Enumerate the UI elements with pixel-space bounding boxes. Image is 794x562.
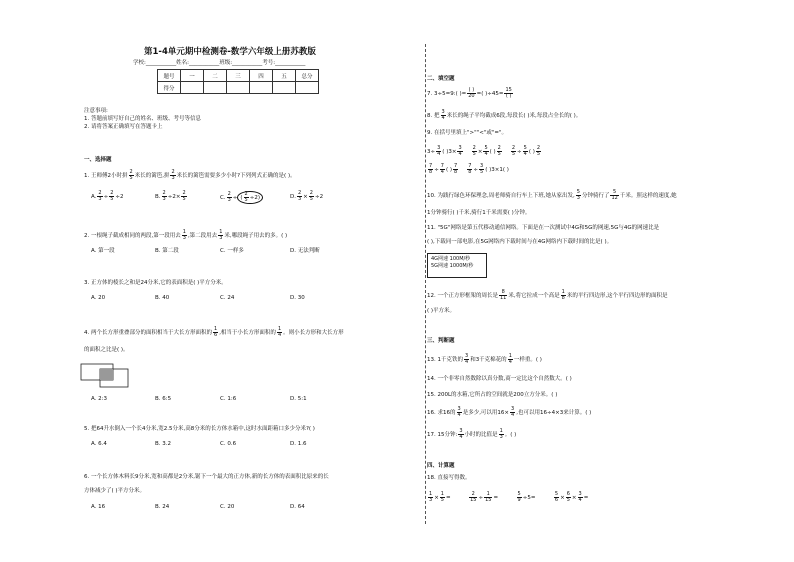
column-divider bbox=[425, 44, 426, 524]
option-d[interactable]: D. $\frac{2}{3}$ × $\frac{2}{5}$ ÷2 bbox=[290, 190, 324, 202]
question-18: 18. 直接写得数。 bbox=[427, 475, 471, 481]
q-text: 米长的篱笆,拼 bbox=[134, 173, 170, 179]
speed-5g: 5G网速 1000M/秒 bbox=[431, 263, 474, 269]
comparison-row: $\frac{7}{8}$ ÷ $\frac{7}{4}$ ( ) $\frac{7}{8}$ $\frac{7}{8}$ ÷ $\frac{3}{5}$ ( )3×1( ) bbox=[429, 163, 509, 175]
question-8: 8. 把 $\frac{3}{4}$ 米长的绳子平均截成6段,每段长( )米,每段占全长的( )。 bbox=[427, 109, 582, 121]
question-4: 4. 两个长方形重叠部分的面积相当于大长方形面积的 $\frac{1}{6}$ ,相当于小长方形面积的 $\frac{1}{4}$ 。则小长方形和大长方形 bbox=[84, 326, 344, 338]
option-d[interactable]: D. 30 bbox=[290, 295, 305, 301]
option-b[interactable]: B. 24 bbox=[155, 504, 170, 510]
fraction: $\frac{8}{11}$ bbox=[500, 289, 507, 301]
fraction: $\frac{3}{4}$ bbox=[459, 428, 463, 440]
option-c[interactable]: C. 1:6 bbox=[220, 396, 237, 402]
comparison-row: 3÷ $\frac{3}{4}$ ( )3× $\frac{3}{4}$ $\frac{2}{5}$ × $\frac{5}{4}$ ( ) $\frac{2}{5}$ $\frac{2}{5}$ ÷ $\frac{5}{4}$ ( ) $\frac{2}{5}$ bbox=[427, 145, 541, 157]
fraction: $\frac{3}{4}$ bbox=[441, 109, 445, 121]
option-b[interactable]: B. $\frac{2}{3}$ ÷2× $\frac{2}{5}$ bbox=[155, 190, 186, 202]
fraction: $\frac{1}{4}$ bbox=[508, 353, 512, 365]
question-3: 3. 正方体的棱长之和是24分米,它的表面积是( )平方分米。 bbox=[84, 280, 227, 286]
option-c[interactable]: C. 24 bbox=[220, 295, 235, 301]
fraction: $\frac{( )}{20}$ bbox=[468, 87, 475, 99]
question-7: 7. 3÷5=9:( )= $\frac{( )}{20}$ =( )÷45= $\frac{15}{( )}$ bbox=[427, 87, 512, 99]
section-heading: 二、填空题 bbox=[427, 76, 455, 82]
option-c[interactable]: C. $\frac{2}{3}$ ÷ ( $\frac{2}{5}$ ÷2) bbox=[220, 191, 263, 204]
notes-heading: 注意事项: bbox=[84, 108, 108, 114]
option-c[interactable]: C. 0.6 bbox=[220, 441, 237, 447]
network-speed-box bbox=[427, 253, 487, 278]
fraction: $\frac{1}{3}$ bbox=[182, 229, 186, 241]
score-header-cell: 一 bbox=[181, 70, 204, 82]
option-b[interactable]: B. 40 bbox=[155, 295, 170, 301]
option-a[interactable]: A. 6.4 bbox=[91, 441, 107, 447]
option-b[interactable]: B. 第二段 bbox=[155, 248, 179, 254]
fraction: $\frac{1}{8}$ bbox=[561, 289, 565, 301]
calc-row: $\frac{1}{3}$ × $\frac{1}{5}$ = $\frac{2}{15}$ ÷ $\frac{1}{15}$ = $\frac{5}{9}$ ÷5= $\frac{5}{6}$ × $\frac{6}{5}$ × $\frac{3}{4}$ = bbox=[429, 491, 589, 503]
option-d[interactable]: D. 64 bbox=[290, 504, 305, 510]
score-header-cell: 五 bbox=[273, 70, 296, 82]
fraction: $\frac{1}{3}$ bbox=[219, 229, 223, 241]
score-header-cell: 二 bbox=[204, 70, 227, 82]
q-text: 1. 王师傅2小时拼 bbox=[84, 173, 128, 179]
fraction: $\frac{5}{12}$ bbox=[611, 189, 618, 201]
score-table-header-row bbox=[158, 70, 319, 82]
notes-item: 2. 请将答案正确填写在答题卡上 bbox=[84, 124, 163, 130]
fraction: $\frac{2}{3}$ bbox=[171, 169, 175, 181]
score-row-label: 得分 bbox=[158, 82, 181, 94]
fraction: $\frac{1}{3}$ bbox=[499, 428, 503, 440]
question-11: 11. "5G"网络是第五代移动通信网络。下面是在一次测试中4G和5G的网速,5G与4G的网速比是 bbox=[427, 225, 660, 231]
score-header-cell: 题号 bbox=[158, 70, 181, 82]
question-10-cont: 1分钟骑行( )千米,骑行1千米需要( )分钟。 bbox=[427, 210, 531, 216]
score-header-cell: 四 bbox=[250, 70, 273, 82]
fraction: $\frac{1}{4}$ bbox=[277, 326, 282, 338]
question-14: 14. 一个非零自然数除以真分数,商一定比这个自然数大。( ) bbox=[427, 376, 572, 382]
overlapping-rectangles-figure bbox=[80, 363, 130, 388]
fraction: $\frac{1}{6}$ bbox=[214, 326, 218, 338]
q-text: 米长的篱笆需要多少小时?下列列式正确的是( )。 bbox=[176, 173, 296, 179]
score-cell[interactable] bbox=[227, 82, 250, 94]
score-cell[interactable] bbox=[181, 82, 204, 94]
option-c[interactable]: C. 20 bbox=[220, 504, 235, 510]
option-c[interactable]: C. 一样多 bbox=[220, 248, 244, 254]
notes-item: 1. 答题前填写好自己的姓名、班级、考号等信息 bbox=[84, 116, 201, 122]
question-6: 6. 一个长方体木料长9分米,宽和高都是2分米,锯下一个最大的正方体,新的长方体的表面积比原来的长 bbox=[84, 474, 329, 480]
score-cell[interactable] bbox=[204, 82, 227, 94]
fraction: $\frac{5}{3}$ bbox=[576, 189, 580, 201]
option-a[interactable]: A. 第一段 bbox=[91, 248, 115, 254]
score-table bbox=[157, 69, 319, 94]
question-12: 12. 一个正方形框架的周长是 $\frac{8}{11}$ 米,将它拉成一个高是 $\frac{1}{8}$ 米的平行四边形,这个平行四边形的面积是 bbox=[427, 289, 668, 301]
question-17: 17. 15分钟: $\frac{3}{4}$ 小时的比值是 $\frac{1}{3}$ 。( ) bbox=[427, 428, 517, 440]
student-info-line: 学校:___________姓名:___________班级:___________考号:___________ bbox=[133, 60, 306, 66]
speed-4g: 4G网速 100M/秒 bbox=[431, 256, 471, 262]
section-heading: 一、选择题 bbox=[84, 157, 112, 163]
question-11-cont: ( ),下载同一部电影,在5G网络内下载时间与在4G网络内下载时间的比是( )。 bbox=[427, 239, 613, 245]
option-b[interactable]: B. 6:5 bbox=[155, 396, 172, 402]
page-title: 第1-4单元期中检测卷-数学六年级上册苏教版 bbox=[144, 47, 316, 57]
option-b[interactable]: B. 3.2 bbox=[155, 441, 172, 447]
question-5: 5. 把64升水倒入一个长4分米,宽2.5分米,高8分米的长方体水箱中,这时水面距箱口多少分米?( ) bbox=[84, 426, 315, 432]
option-a[interactable]: A. 2:3 bbox=[91, 396, 108, 402]
question-16: 16. 求16的 $\frac{3}{4}$ 是多少,可以用16× $\frac{3}{4}$ ,也可以用16÷4×3来计算。( ) bbox=[427, 406, 592, 418]
question-10: 10. 为践行绿色环保理念,周老师骑自行车上下班,她从家出发, $\frac{5}{3}$ 分钟骑行了 $\frac{5}{12}$ 千米。照这样的速度,她 bbox=[427, 189, 677, 201]
section-heading: 三、判断题 bbox=[427, 338, 455, 344]
option-d[interactable]: D. 5:1 bbox=[290, 396, 307, 402]
question-6-cont: 方体减少了( )平方分米。 bbox=[84, 488, 146, 494]
question-9: 9. 在括号里填上">""<"或"="。 bbox=[427, 130, 508, 136]
question-1 bbox=[84, 170, 296, 181]
score-cell[interactable] bbox=[296, 82, 319, 94]
score-cell[interactable] bbox=[273, 82, 296, 94]
fraction: $\frac{3}{4}$ bbox=[457, 406, 461, 418]
fraction: $\frac{2}{5}$ bbox=[129, 169, 133, 181]
option-a[interactable]: A. 20 bbox=[91, 295, 106, 301]
option-d[interactable]: D. 无法判断 bbox=[290, 248, 320, 254]
score-header-cell: 总分 bbox=[296, 70, 319, 82]
option-a[interactable]: A. 16 bbox=[91, 504, 106, 510]
score-cell[interactable] bbox=[250, 82, 273, 94]
score-header-cell: 三 bbox=[227, 70, 250, 82]
score-table-score-row bbox=[158, 82, 319, 94]
option-d[interactable]: D. 1.6 bbox=[290, 441, 307, 447]
question-15: 15. 200L的水箱,它所占的空间就是200立方分米。( ) bbox=[427, 392, 558, 398]
question-4-cont: 的面积之比是( )。 bbox=[84, 347, 129, 353]
fraction: $\frac{3}{4}$ bbox=[465, 353, 469, 365]
fraction: $\frac{15}{( )}$ bbox=[505, 87, 512, 99]
option-a[interactable]: A. $\frac{2}{3}$ ÷ $\frac{2}{5}$ ÷2 bbox=[91, 190, 124, 202]
question-2: 2. 一根绳子截成相同的两段,第一段用去 $\frac{1}{3}$ ,第二段用去 $\frac{1}{3}$ 米,哪段绳子用去的多。( ) bbox=[84, 229, 288, 241]
section-heading: 四、计算题 bbox=[427, 463, 455, 469]
fraction: $\frac{3}{4}$ bbox=[511, 406, 515, 418]
question-13: 13. 1千克铁的 $\frac{3}{4}$ 和3千克棉花的 $\frac{1}{4}$ 一样重。( ) bbox=[427, 353, 542, 365]
question-12-cont: ( )平方米。 bbox=[427, 308, 456, 314]
